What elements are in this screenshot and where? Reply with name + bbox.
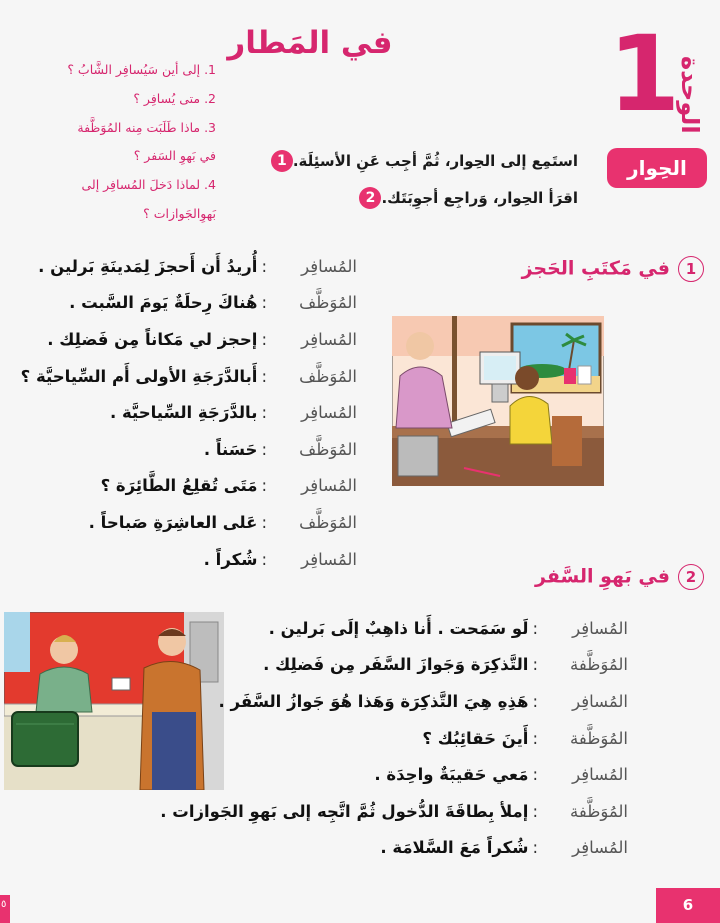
utterance: لَو سَمَحت . أَنا ذاهِبٌ إلَى بَرلين . — [268, 618, 529, 638]
speaker: المُوَظَّفة — [570, 801, 628, 821]
unit-number: 1 — [608, 13, 681, 135]
dialogue1-heading — [522, 256, 704, 282]
dialogue-line: المُسافِر : مَعي حَقيبَةٌ واحِدَة . — [374, 765, 628, 785]
question-line: 4. لماذا دَخلَ المُسافِر إلى — [81, 177, 216, 193]
utterance: أَينَ حَقائِبُك ؟ — [422, 728, 529, 748]
speaker: المُوَظَّفة — [570, 655, 628, 675]
speaker: المُسافِر — [572, 618, 628, 638]
left-page-number-tab — [0, 895, 10, 923]
left-page-number: ٥ — [1, 899, 7, 910]
speaker: المُسافِر — [301, 476, 357, 496]
dialogue-line: المُوَظَّف : أَبالدَّرَجَةِ الأولى أَم السِّياحيَّة ؟ — [20, 366, 357, 386]
question-line: 2. متى يُسافِر ؟ — [133, 90, 216, 106]
instruction-2 — [353, 187, 578, 209]
dialogue2-number: 2 — [678, 564, 704, 590]
utterance: بالدَّرَجَةِ السِّياحيَّة . — [109, 403, 258, 423]
speaker: المُسافِر — [301, 329, 357, 349]
page-title: في المَطار — [227, 25, 393, 61]
dialogue-line: المُوَظَّفة : إملأ بِطاقَةَ الدُّخول ثُمَّ اتَّجِه إلى بَهوِ الجَوازات . — [160, 801, 628, 821]
booking-office-illustration — [392, 316, 604, 486]
speaker: المُسافِر — [572, 765, 628, 785]
dialogue2-heading-text: في بَهوِ السَّفر — [535, 565, 670, 588]
speaker: المُسافِر — [572, 838, 628, 858]
questions-list — [6, 56, 216, 229]
question-line: 1. إلى أين سَيُسافِر الشَّابُ ؟ — [67, 62, 216, 77]
instruction-1 — [265, 150, 578, 172]
dialogue1-lines — [21, 248, 357, 577]
page-number: 6 — [656, 888, 720, 923]
dialogue-line: المُوَظَّف : هُناكَ رِحلَةٌ يَومَ السَّبت . — [69, 293, 357, 313]
utterance: عَلى العاشِرَةِ صَباحاً . — [88, 512, 258, 532]
utterance: إملأ بِطاقَةَ الدُّخول ثُمَّ اتَّجِه إلى بَهوِ الجَوازات . — [160, 801, 529, 821]
utterance: التَّذكِرَة وَجَوازَ السَّفَر مِن فَضلِك . — [263, 655, 529, 675]
utterance: حَسَناً . — [203, 439, 258, 459]
utterance: شُكراً مَعَ السَّلامَة . — [380, 838, 529, 858]
dialogue2-heading — [535, 564, 704, 590]
dialogue2-lines — [160, 610, 628, 866]
utterance: مَتَى تُقلِعُ الطَّائِرَة ؟ — [100, 476, 258, 496]
speaker: المُوَظَّف — [299, 366, 357, 386]
dialogue1-number: 1 — [678, 256, 704, 282]
speaker: المُوَظَّف — [299, 512, 357, 532]
utterance: شُكراً . — [203, 549, 258, 569]
speaker: المُسافِر — [572, 691, 628, 711]
speaker: المُوَظَّف — [299, 293, 357, 313]
dialogue-line: المُسافِر : بالدَّرَجَةِ السِّياحيَّة . — [109, 403, 357, 423]
utterance: أُريدُ أَن أَحجزَ لِمَدينَةِ بَرلين . — [38, 256, 258, 276]
dialogue-line: المُوَظَّفة : التَّذكِرَة وَجَوازَ السَّفَر مِن فَضلِك . — [263, 655, 628, 675]
unit-label — [668, 56, 712, 151]
speaker: المُوَظَّف — [299, 439, 357, 459]
speaker: المُسافِر — [301, 403, 357, 423]
speaker: المُسافِر — [301, 549, 357, 569]
dialogue-line: المُسافِر : شُكراً مَعَ السَّلامَة . — [380, 838, 628, 858]
question-line: 3. ماذا طَلَبَت مِنه المُوَظَّفة — [77, 119, 216, 135]
dialogue-line: المُوَظَّف : حَسَناً . — [203, 439, 357, 459]
dialogue-line: المُسافِر : هَذِهِ هِيَ التَّذكِرَة وَهَذا هُوَ جَوازُ السَّفَر . — [218, 691, 628, 711]
instruction-number-badge: 1 — [271, 150, 293, 172]
question-line: في بَهوِ السَفر ؟ — [133, 148, 216, 164]
dialogue-line: المُوَظَّف : عَلى العاشِرَةِ صَباحاً . — [88, 512, 357, 532]
dialogue-line: المُسافِر : لَو سَمَحت . أَنا ذاهِبٌ إلَى بَرلين . — [268, 618, 628, 638]
utterance: أَبالدَّرَجَةِ الأولى أَم السِّياحيَّة ؟ — [20, 366, 258, 386]
instruction-text: اقرَأ الحِوار، وَراجِع أجوِبَتَك. — [381, 188, 578, 207]
dialogue1-heading-text: في مَكتَبِ الحَجز — [521, 257, 670, 280]
dialogue-line: المُسافِر : شُكراً . — [203, 549, 357, 569]
instruction-number-badge: 2 — [359, 187, 381, 209]
utterance: هُناكَ رِحلَةٌ يَومَ السَّبت . — [69, 293, 258, 313]
dialogue-line: المُسافِر : أُريدُ أَن أَحجزَ لِمَدينَةِ بَرلين . — [38, 256, 357, 276]
utterance: إحجز لي مَكاناً مِن فَضلِك . — [47, 329, 258, 349]
unit-label-text: الوحدة — [676, 56, 704, 134]
section-label-hiwar: الحِوار — [607, 148, 707, 188]
speaker: المُوَظَّفة — [570, 728, 628, 748]
dialogue-line: المُوَظَّفة : أَينَ حَقائِبُك ؟ — [422, 728, 628, 748]
dialogue-line: المُسافِر : مَتَى تُقلِعُ الطَّائِرَة ؟ — [100, 476, 357, 496]
utterance: هَذِهِ هِيَ التَّذكِرَة وَهَذا هُوَ جَوازُ السَّفَر . — [218, 691, 529, 711]
instruction-text: استَمِع إلى الحِوار، ثُمَّ أجِب عَنِ الأسئِلَة. — [292, 151, 578, 170]
dialogue-line: المُسافِر : إحجز لي مَكاناً مِن فَضلِك . — [47, 329, 357, 349]
speaker: المُسافِر — [301, 256, 357, 276]
utterance: مَعي حَقيبَةٌ واحِدَة . — [374, 765, 529, 785]
question-line: بَهوِالجَوازات ؟ — [143, 205, 216, 221]
